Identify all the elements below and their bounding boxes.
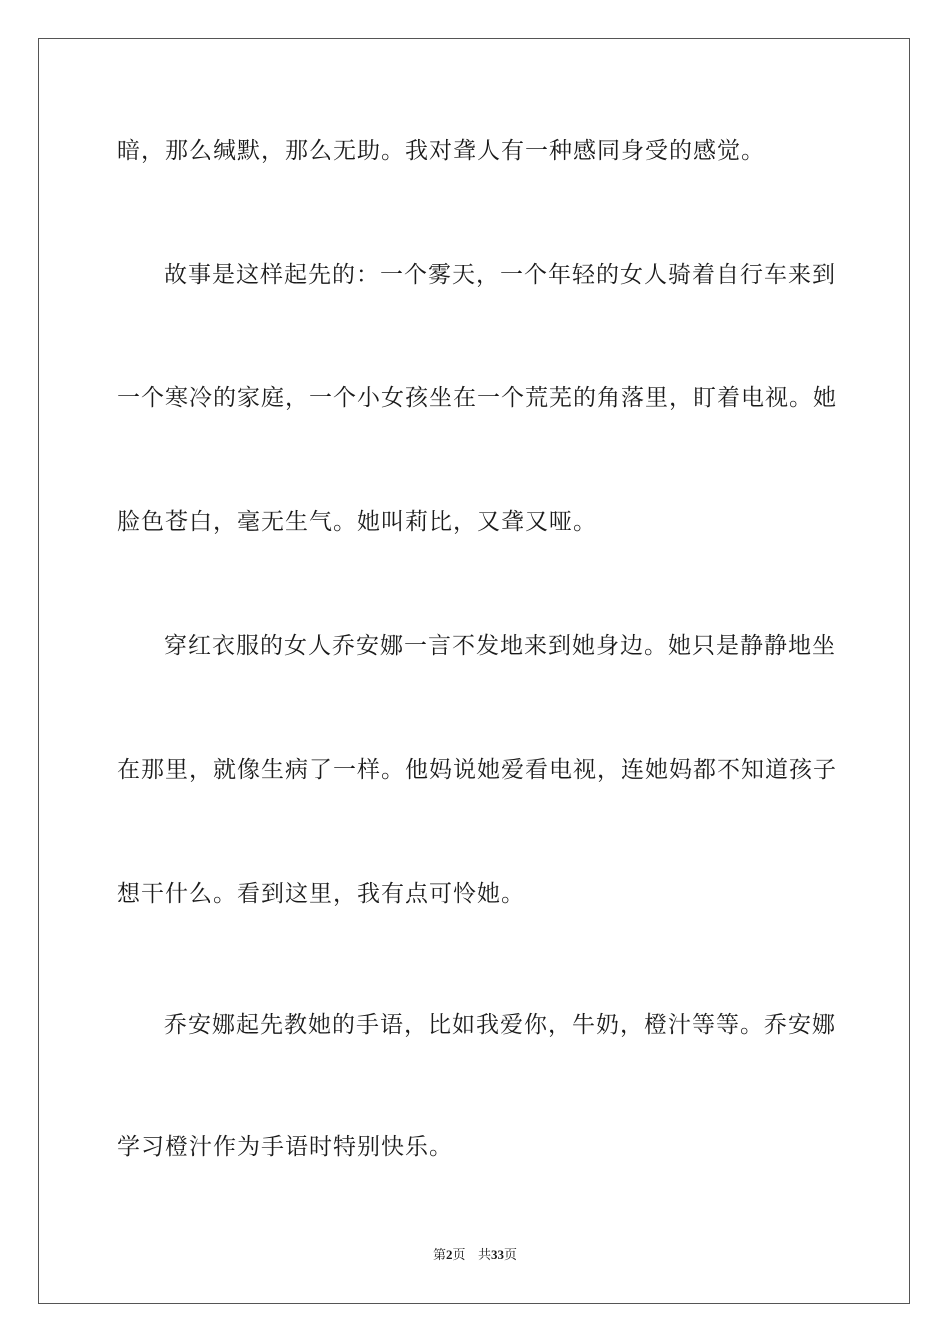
text-line-2: 故事是这样起先的：一个雾天，一个年轻的女人骑着自行车来到 — [164, 262, 836, 288]
text-line-3: 一个寒冷的家庭，一个小女孩坐在一个荒芜的角落里，盯着电视。她 — [117, 385, 837, 411]
text-line-1: 暗，那么缄默，那么无助。我对聋人有一种感同身受的感觉。 — [117, 138, 765, 164]
footer-prefix: 第 — [433, 1248, 447, 1263]
text-line-4: 脸色苍白，毫无生气。她叫莉比，又聋又哑。 — [117, 509, 597, 535]
text-line-7: 想干什么。看到这里，我有点可怜她。 — [117, 881, 525, 907]
footer-total-prefix: 共 — [477, 1248, 491, 1263]
footer-total-suffix: 页 — [503, 1248, 517, 1263]
total-pages: 33 — [490, 1247, 504, 1262]
footer-page-suffix: 页 — [452, 1248, 466, 1263]
page-frame — [38, 38, 910, 1304]
text-line-5: 穿红衣服的女人乔安娜一言不发地来到她身边。她只是静静地坐 — [164, 633, 836, 659]
text-line-6: 在那里，就像生病了一样。他妈说她爱看电视，连她妈都不知道孩子 — [117, 757, 837, 783]
page-number: 2 — [446, 1247, 453, 1262]
page-footer — [0, 1246, 950, 1265]
text-line-8: 乔安娜起先教她的手语，比如我爱你，牛奶，橙汁等等。乔安娜 — [164, 1012, 836, 1038]
text-line-9: 学习橙汁作为手语时特别快乐。 — [117, 1134, 453, 1160]
